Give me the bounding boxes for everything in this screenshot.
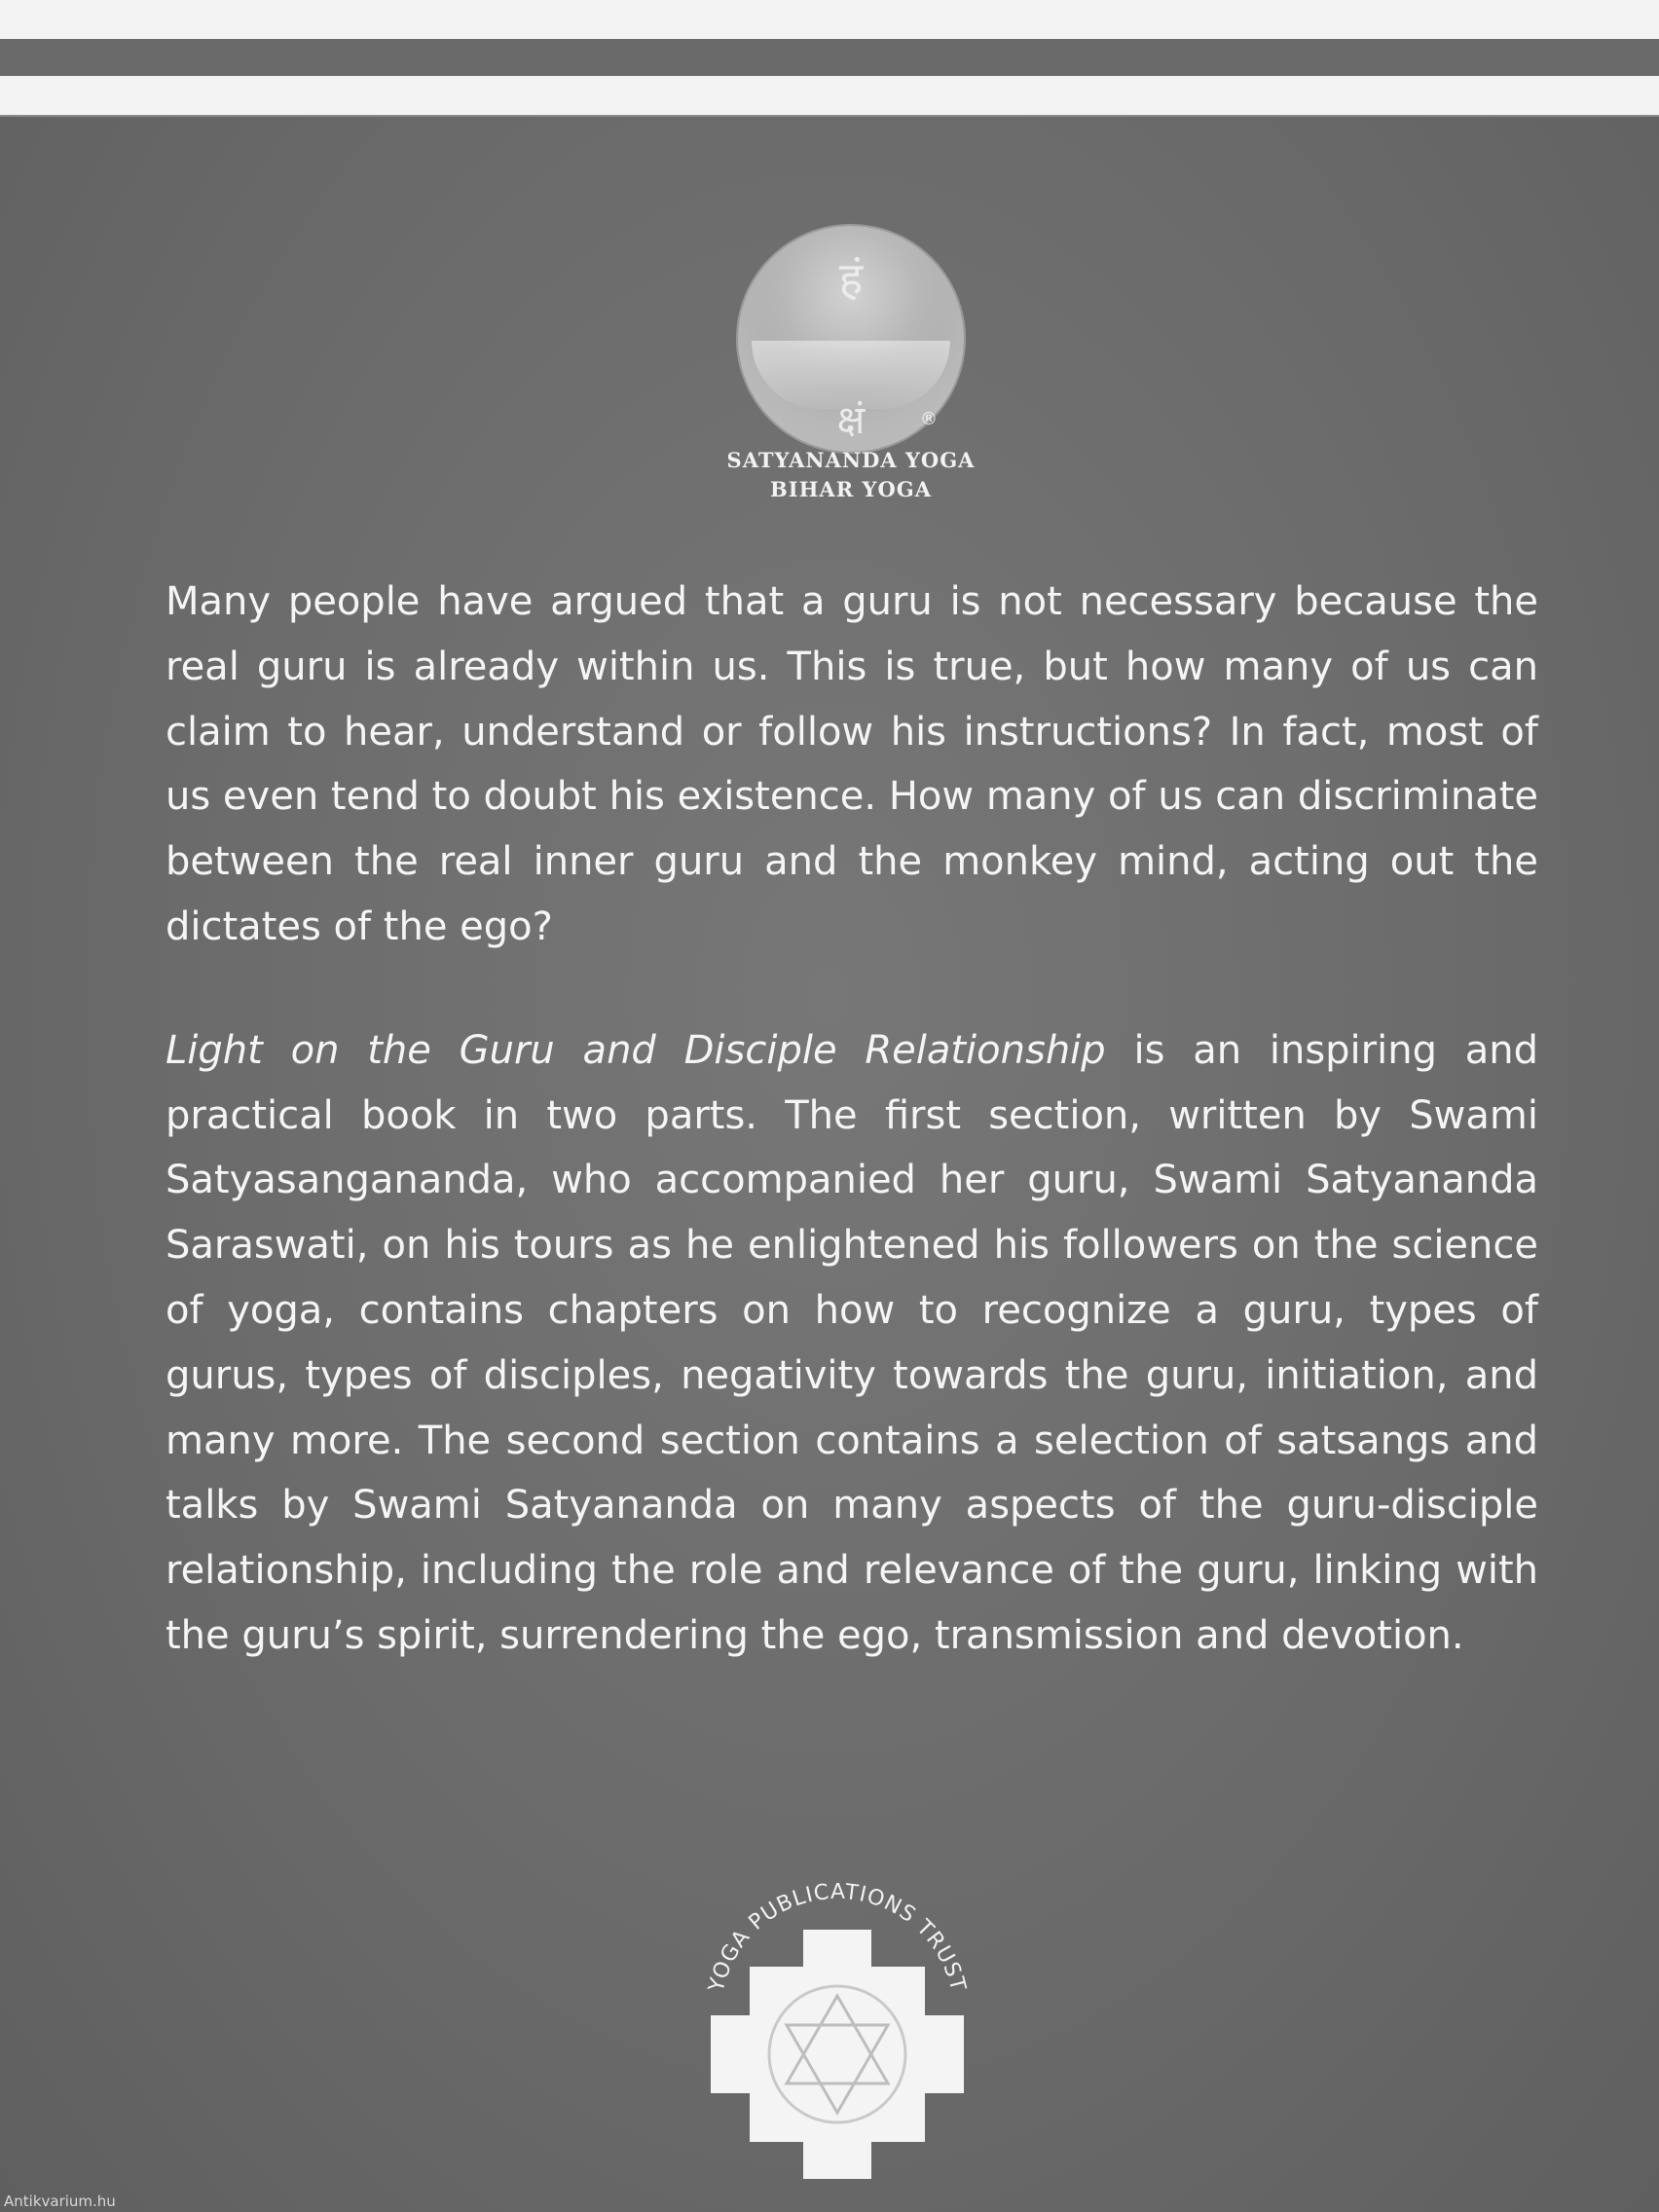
blurb-paragraph-1: Many people have argued that a guru is not necessary because the real guru is already within us. This is true, but how many of us can claim to hear, understand or follow his instructions? In fact, most of us even tend to doubt his existence. How many of us can discriminate between the real inner guru and the monkey mind, acting out the dictates of the ego? xyxy=(166,579,1538,949)
book-title: Light on the Guru and Disciple Relationship xyxy=(166,1027,1106,1073)
top-stripe-line xyxy=(0,115,1659,117)
logo-caption-line1: SATYANANDA YOGA xyxy=(726,448,976,472)
logo-caption-line2: BIHAR YOGA xyxy=(770,477,932,501)
logo-top-glyph: हं xyxy=(838,252,864,305)
publisher-arc-text: YOGA PUBLICATIONS TRUST xyxy=(704,1879,971,1995)
blurb-paragraph-2 xyxy=(166,1018,1538,1669)
logo-caption xyxy=(635,446,1067,504)
blurb xyxy=(166,570,1538,1669)
yantra-icon xyxy=(711,1930,964,2179)
blurb-paragraph-2-text: is an inspiring and practical book in two parts. The first section, written by Swami Satyasangananda, who accompanied her guru, Swami Satyananda Saraswati, on his tours as he enlightened his followers on the science of yoga, contains chapters on how to recognize a guru, types of gurus, types of disciples, negativity towards the guru, initiation, and many more. The second section contains a selection of satsangs and talks by Swami Satyananda on many aspects of the guru-disciple relationship, including the role and relevance of the guru, linking with the guru’s spirit, surrendering the ego, transmission and devotion. xyxy=(166,1027,1539,1658)
watermark: Antikvarium.hu xyxy=(4,2193,116,2210)
logo-bottom-glyph: क्षं xyxy=(836,398,866,443)
top-stripe xyxy=(0,39,1659,76)
yoga-publications-trust-logo xyxy=(682,1869,993,2191)
registered-mark: ® xyxy=(920,409,938,429)
